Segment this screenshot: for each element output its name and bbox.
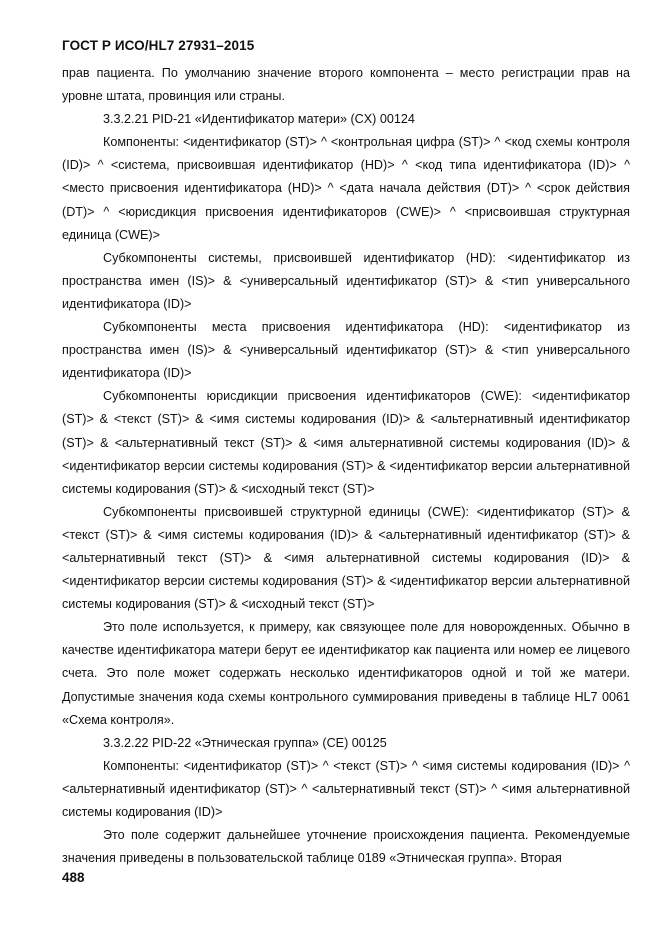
section-heading-pid-21: 3.3.2.21 PID-21 «Идентификатор матери» (CX) 00124 bbox=[103, 112, 415, 127]
paragraph: прав пациента. По умолчанию значение второго компонента – место регистрации прав на уровне штата, провинция или страны. bbox=[62, 66, 630, 104]
paragraph: Субкомпоненты присвоившей структурной единицы (CWE): <идентификатор (ST)> & <текст (ST)> & <имя системы кодирования (ID)> & <альтернативный идентификатор (ST)> & <альтернативный текст (ST)> & <имя альтернативной системы кодирования (ID)> & <идентификатор версии системы кодирования (ST)> & <идентификатор версии альтернативной системы кодирования (ST)> & <исходный текст (ST)> bbox=[62, 504, 630, 612]
paragraph: Это поле используется, к примеру, как связующее поле для новорожденных. Обычно в качестве идентификатора матери берут ее идентификатор как пациента или номер ее лицевого счета. Это поле может содержать несколько идентификаторов одной и той же матери. Допустимые значения кода схемы контрольного суммирования приведены в таблице HL7 0061 «Схема контроля». bbox=[62, 620, 630, 727]
paragraph: Субкомпоненты системы, присвоившей идентификатор (HD): <идентификатор из пространства имен (IS)> & <универсальный идентификатор (ST)> & <тип универсального идентификатора (ID)> bbox=[62, 250, 630, 311]
document-header: ГОСТ Р ИСО/HL7 27931–2015 bbox=[62, 38, 255, 53]
paragraph: Субкомпоненты места присвоения идентификатора (HD): <идентификатор из пространства имен (IS)> & <универсальный идентификатор (ST)> & <тип универсального идентификатора (ID)> bbox=[62, 320, 630, 381]
paragraph: Компоненты: <идентификатор (ST)> ^ <контрольная цифра (ST)> ^ <код схемы контроля (ID)> ^ <система, присвоившая идентификатор (HD)> ^ <код типа идентификатора (ID)> ^ <место присвоения идентификатора (HD)> ^ <дата начала действия (DT)> ^ <срок действия (DT)> ^ <юрисдикция присвоения идентификаторов (CWE)> ^ <присвоившая структурная единица (CWE)> bbox=[62, 135, 630, 242]
paragraph: Компоненты: <идентификатор (ST)> ^ <текст (ST)> ^ <имя системы кодирования (ID)> ^ <альтернативный идентификатор (ST)> ^ <альтернативный текст (ST)> ^ <имя альтернативной системы кодирования (ID)> bbox=[62, 758, 630, 819]
page-number: 488 bbox=[62, 870, 85, 885]
section-heading-pid-22: 3.3.2.22 PID-22 «Этническая группа» (CE) 00125 bbox=[103, 735, 387, 750]
paragraph: Субкомпоненты юрисдикции присвоения идентификаторов (CWE): <идентификатор (ST)> & <текст (ST)> & <имя системы кодирования (ID)> & <альтернативный идентификатор (ST)> & <альтернативный текст (ST)> & <имя альтернативной системы кодирования (ID)> & <идентификатор версии системы кодирования (ST)> & <идентификатор версии альтернативной системы кодирования (ST)> & <исходный текст (ST)> bbox=[62, 389, 630, 496]
paragraph: Это поле содержит дальнейшее уточнение происхождения пациента. Рекомендуемые значения приведены в пользовательской таблице 0189 «Этническая группа». Вторая bbox=[62, 828, 630, 866]
document-body bbox=[62, 62, 630, 870]
